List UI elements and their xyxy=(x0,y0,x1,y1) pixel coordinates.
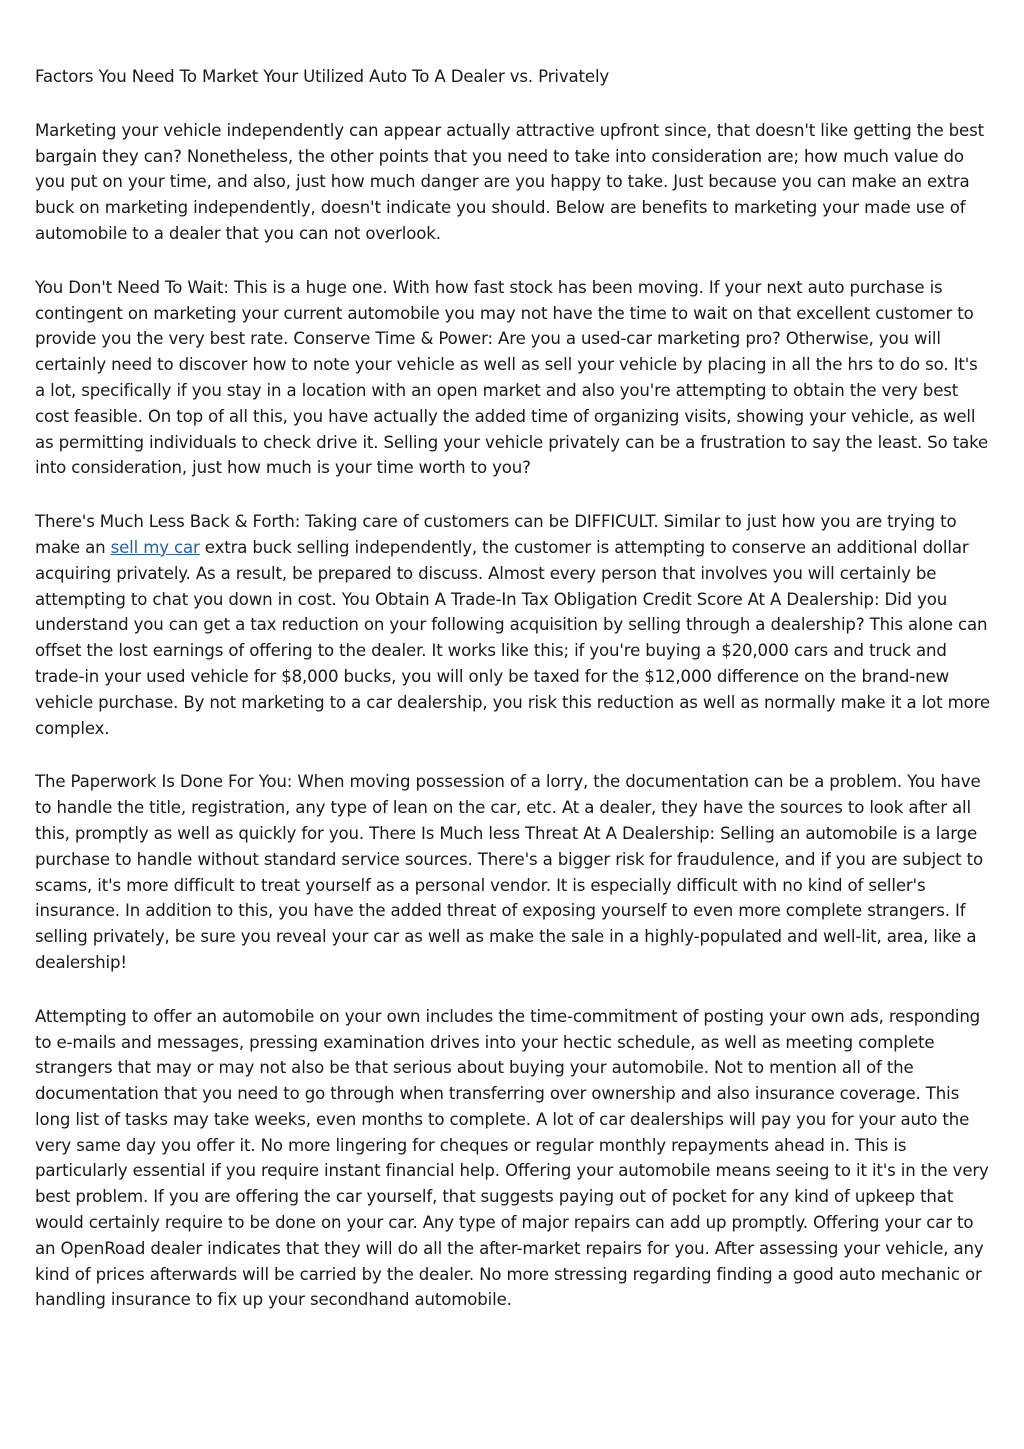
paragraph-paperwork: The Paperwork Is Done For You: When moving possession of a lorry, the documentation can be a problem. You have to handle the title, registration, any type of lean on the car, etc. At a dealer, they have the sources to look after all this, promptly as well as quickly for you. There Is Much less Threat At A Dealership: Selling an automobile is a large purchase to handle without standard service sources. There's a bigger risk for fraudulence, and if you are subject to scams, it's more difficult to treat yourself as a personal vendor. It is especially difficult with no kind of seller's insurance. In addition to this, you have the added threat of exposing yourself to even more complete strangers. If selling privately, be sure you reveal your car as well as make the sale in a highly-populated and well-lit, area, like a dealership! xyxy=(35,772,984,972)
sell-my-car-link[interactable]: sell my car xyxy=(110,537,200,557)
document-body xyxy=(35,64,991,1341)
document-title: Factors You Need To Market Your Utilized Auto To A Dealer vs. Privately xyxy=(35,67,610,86)
paragraph-dont-need-to-wait: You Don't Need To Wait: This is a huge one. With how fast stock has been moving. If your next auto purchase is contingent on marketing your current automobile you may not have the time to wait on that excellent customer to provide you the very best rate. Conserve Time & Power: Are you a used-car marketing pro? Otherwise, you will certainly need to discover how to note your vehicle as well as sell your vehicle by placing in all the hrs to do so. It's a lot, specifically if you stay in a location with an open market and also you're attempting to obtain the very best cost feasible. On top of all this, you have actually the added time of organizing visits, showing your vehicle, as well as permitting individuals to check drive it. Selling your vehicle privately can be a frustration to say the least. So take into consideration, just how much is your time worth to you? xyxy=(35,277,989,478)
paragraph-intro: Marketing your vehicle independently can appear actually attractive upfront since, that doesn't like getting the best bargain they can? Nonetheless, the other points that you need to take into consideration are; how much value do you put on your time, and also, just how much danger are you happy to take. Just because you can make an extra buck on marketing independently, doesn't indicate you should. Below are benefits to marketing your made use of automobile to a dealer that you can not overlook. xyxy=(35,120,984,243)
paragraph-text-after-link: extra buck selling independently, the customer is attempting to conserve an additional dollar acquiring privately. As a result, be prepared to discuss. Almost every person that involves you will certainly be attempting to chat you down in cost. You Obtain A Trade-In Tax Obligation Credit Score At A Dealership: Did you understand you can get a tax reduction on your following acquisition by selling through a dealership? This alone can offset the lost earnings of offering to the dealer. It works like this; if you're buying a $20,000 cars and truck and trade-in your used vehicle for $8,000 bucks, you will only be taxed for the $12,000 difference on the brand-new vehicle purchase. By not marketing to a car dealership, you risk this reduction as well as normally make it a lot more complex. xyxy=(35,537,990,738)
paragraph-attempting-to-offer: Attempting to offer an automobile on your own includes the time-commitment of posting your own ads, responding to e-mails and messages, pressing examination drives into your hectic schedule, as well as meeting complete strangers that may or may not also be that serious about buying your automobile. Not to mention all of the documentation that you need to go through when transferring over ownership and also insurance coverage. This long list of tasks may take weeks, even months to complete. A lot of car dealerships will pay you for your auto the very same day you offer it. No more lingering for cheques or regular monthly repayments ahead in. This is particularly essential if you require instant financial help. Offering your automobile means seeing to it it's in the very best problem. If you are offering the car yourself, that suggests paying out of pocket for any kind of upkeep that would certainly require to be done on your car. Any type of major repairs can add up promptly. Offering your car to an OpenRoad dealer indicates that they will do all the after-market repairs for you. After assessing your vehicle, any kind of prices afterwards will be carried by the dealer. No more stressing regarding finding a good auto mechanic or handling insurance to fix up your secondhand automobile. xyxy=(35,1006,989,1310)
paragraph-text-before-link: There's Much Less Back & Forth: Taking care of customers can be DIFFICULT. Similar to just how you are trying to make an xyxy=(35,512,957,557)
paragraph-back-and-forth xyxy=(35,509,991,741)
